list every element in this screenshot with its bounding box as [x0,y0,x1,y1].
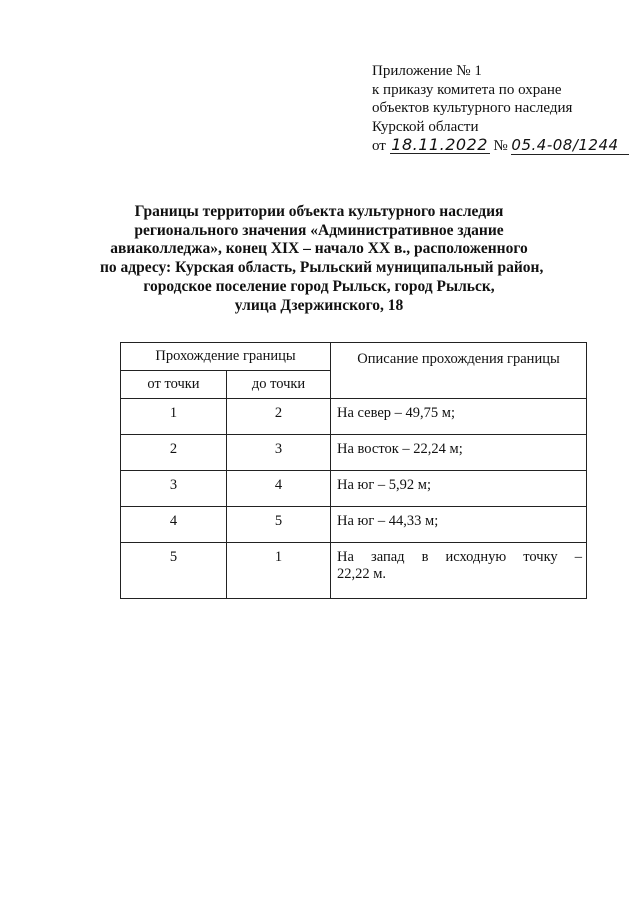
cell-from-point: 1 [121,399,227,435]
number-prefix: № [493,138,508,154]
title-line: регионального значения «Административное здание [134,221,504,239]
appendix-line: к приказу комитета по охране [372,81,562,98]
description-line: 22,22 м. [337,566,387,582]
description-word: исходную [445,549,507,565]
cell-description: На север – 49,75 м; [331,399,587,435]
cell-from-point: 4 [121,507,227,543]
table-row [121,471,587,507]
table-row [121,507,587,543]
date-prefix: от [372,138,386,154]
title-line: улица Дзержинского, 18 [234,296,404,314]
title-line: городское поселение город Рыльск, город Рыльск, [143,277,495,295]
cell-description: На юг – 5,92 м; [331,471,587,507]
description-word: точку [523,549,558,565]
appendix-title: Приложение № 1 [372,63,482,79]
description-line [337,549,582,566]
header-boundary-passage: Прохождение границы [121,343,331,371]
cell-to-point: 4 [227,471,331,507]
document-title [100,203,544,315]
cell-description: На юг – 44,33 м; [331,507,587,543]
order-date-number-line [372,136,629,156]
table-row [121,399,587,435]
cell-to-point: 3 [227,435,331,471]
cell-to-point: 1 [227,543,331,599]
table-row [121,435,587,471]
table-row [121,543,587,599]
appendix-block [372,62,629,156]
header-boundary-description: Описание прохождения границы [331,343,587,399]
title-line: Границы территории объекта культурного наследия [134,203,504,220]
handwritten-order-number: 05.4-08/1244 [511,137,629,155]
title-line: авиаколледжа», конец XIX – начало XX в., расположенного [110,240,528,258]
cell-from-point: 2 [121,435,227,471]
appendix-line: Курской области [372,118,479,135]
cell-description: На восток – 22,24 м; [331,435,587,471]
description-word: – [574,549,582,565]
description-word: На [337,549,354,565]
header-to-point: до точки [227,371,331,399]
header-from-point: от точки [121,371,227,399]
boundary-table [120,342,587,599]
handwritten-date: 18.11.2022 [391,135,488,154]
cell-description [331,543,587,599]
cell-from-point: 5 [121,543,227,599]
description-word: в [421,549,429,565]
cell-to-point: 2 [227,399,331,435]
title-line: по адресу: Курская область, Рыльский муниципальный район, [100,259,544,277]
appendix-line: объектов культурного наследия [372,100,573,116]
cell-to-point: 5 [227,507,331,543]
description-word: запад [370,549,405,565]
cell-from-point: 3 [121,471,227,507]
